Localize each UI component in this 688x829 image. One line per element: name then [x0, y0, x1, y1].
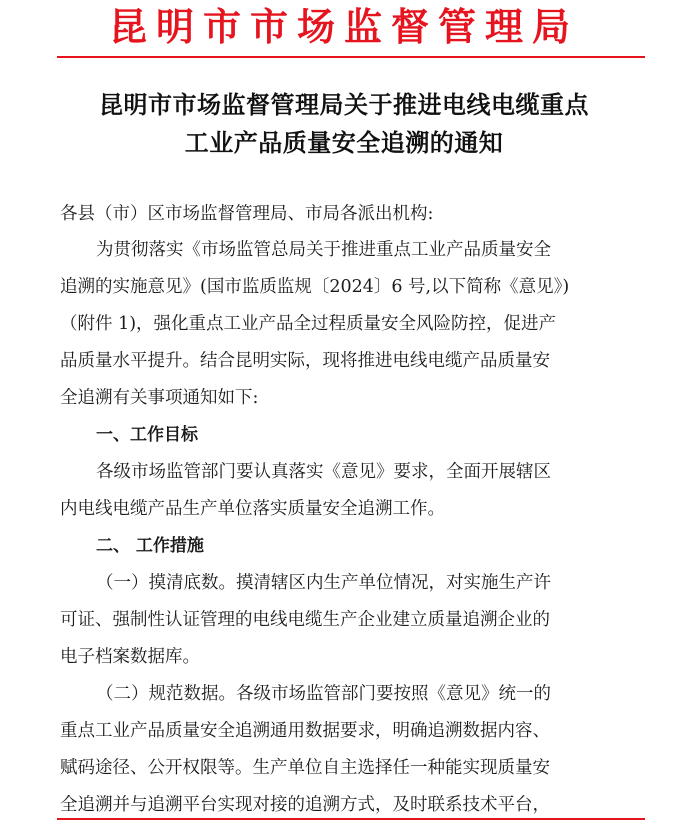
item2-line: 赋码途径、公开权限等。生产单位自主选择任一种能实现质量安	[60, 758, 550, 778]
intro-line: 全追溯有关事项通知如下:	[60, 388, 259, 408]
intro-line: （附件 1)，强化重点工业产品全过程质量安全风险防控，促进产	[60, 314, 557, 334]
item2-line: （二）规范数据。各级市场监管部门要按照《意见》统一的	[96, 684, 551, 704]
item1-line: （一）摸清底数。摸清辖区内生产单位情况，对实施生产许	[96, 573, 551, 593]
section-heading-goals: 一、工作目标	[96, 425, 198, 445]
document-title-line-2: 工业产品质量安全追溯的通知	[184, 128, 504, 157]
section1-line: 内电线电缆产品生产单位落实质量安全追溯工作。	[60, 499, 445, 519]
section1-line: 各级市场监管部门要认真落实《意见》要求，全面开展辖区	[96, 462, 551, 482]
letterhead-divider	[57, 56, 645, 58]
item1-line: 可证、强制性认证管理的电线电缆生产企业建立质量追溯企业的	[60, 610, 550, 630]
intro-line: 追溯的实施意见》(国市监质监规〔2024〕6 号,以下简称《意见》)	[60, 277, 570, 297]
item1-line: 电子档案数据库。	[60, 647, 200, 667]
footer-divider	[57, 818, 645, 820]
intro-line: 为贯彻落实《市场监管总局关于推进重点工业产品质量安全	[96, 240, 551, 260]
item2-line: 全追溯并与追溯平台实现对接的追溯方式，及时联系技术平台，	[60, 795, 550, 815]
section-heading-measures: 二、 工作措施	[96, 536, 204, 556]
item2-line: 重点工业产品质量安全追溯通用数据要求，明确追溯数据内容、	[60, 721, 550, 741]
agency-letterhead: 昆明市市场监督管理局	[108, 4, 579, 49]
intro-line: 品质量水平提升。结合昆明实际，现将推进电线电缆产品质量安	[60, 351, 550, 371]
salutation: 各县（市）区市场监督管理局、市局各派出机构:	[60, 204, 434, 224]
document-title-line-1: 昆明市市场监督管理局关于推进电线电缆重点	[99, 90, 589, 119]
